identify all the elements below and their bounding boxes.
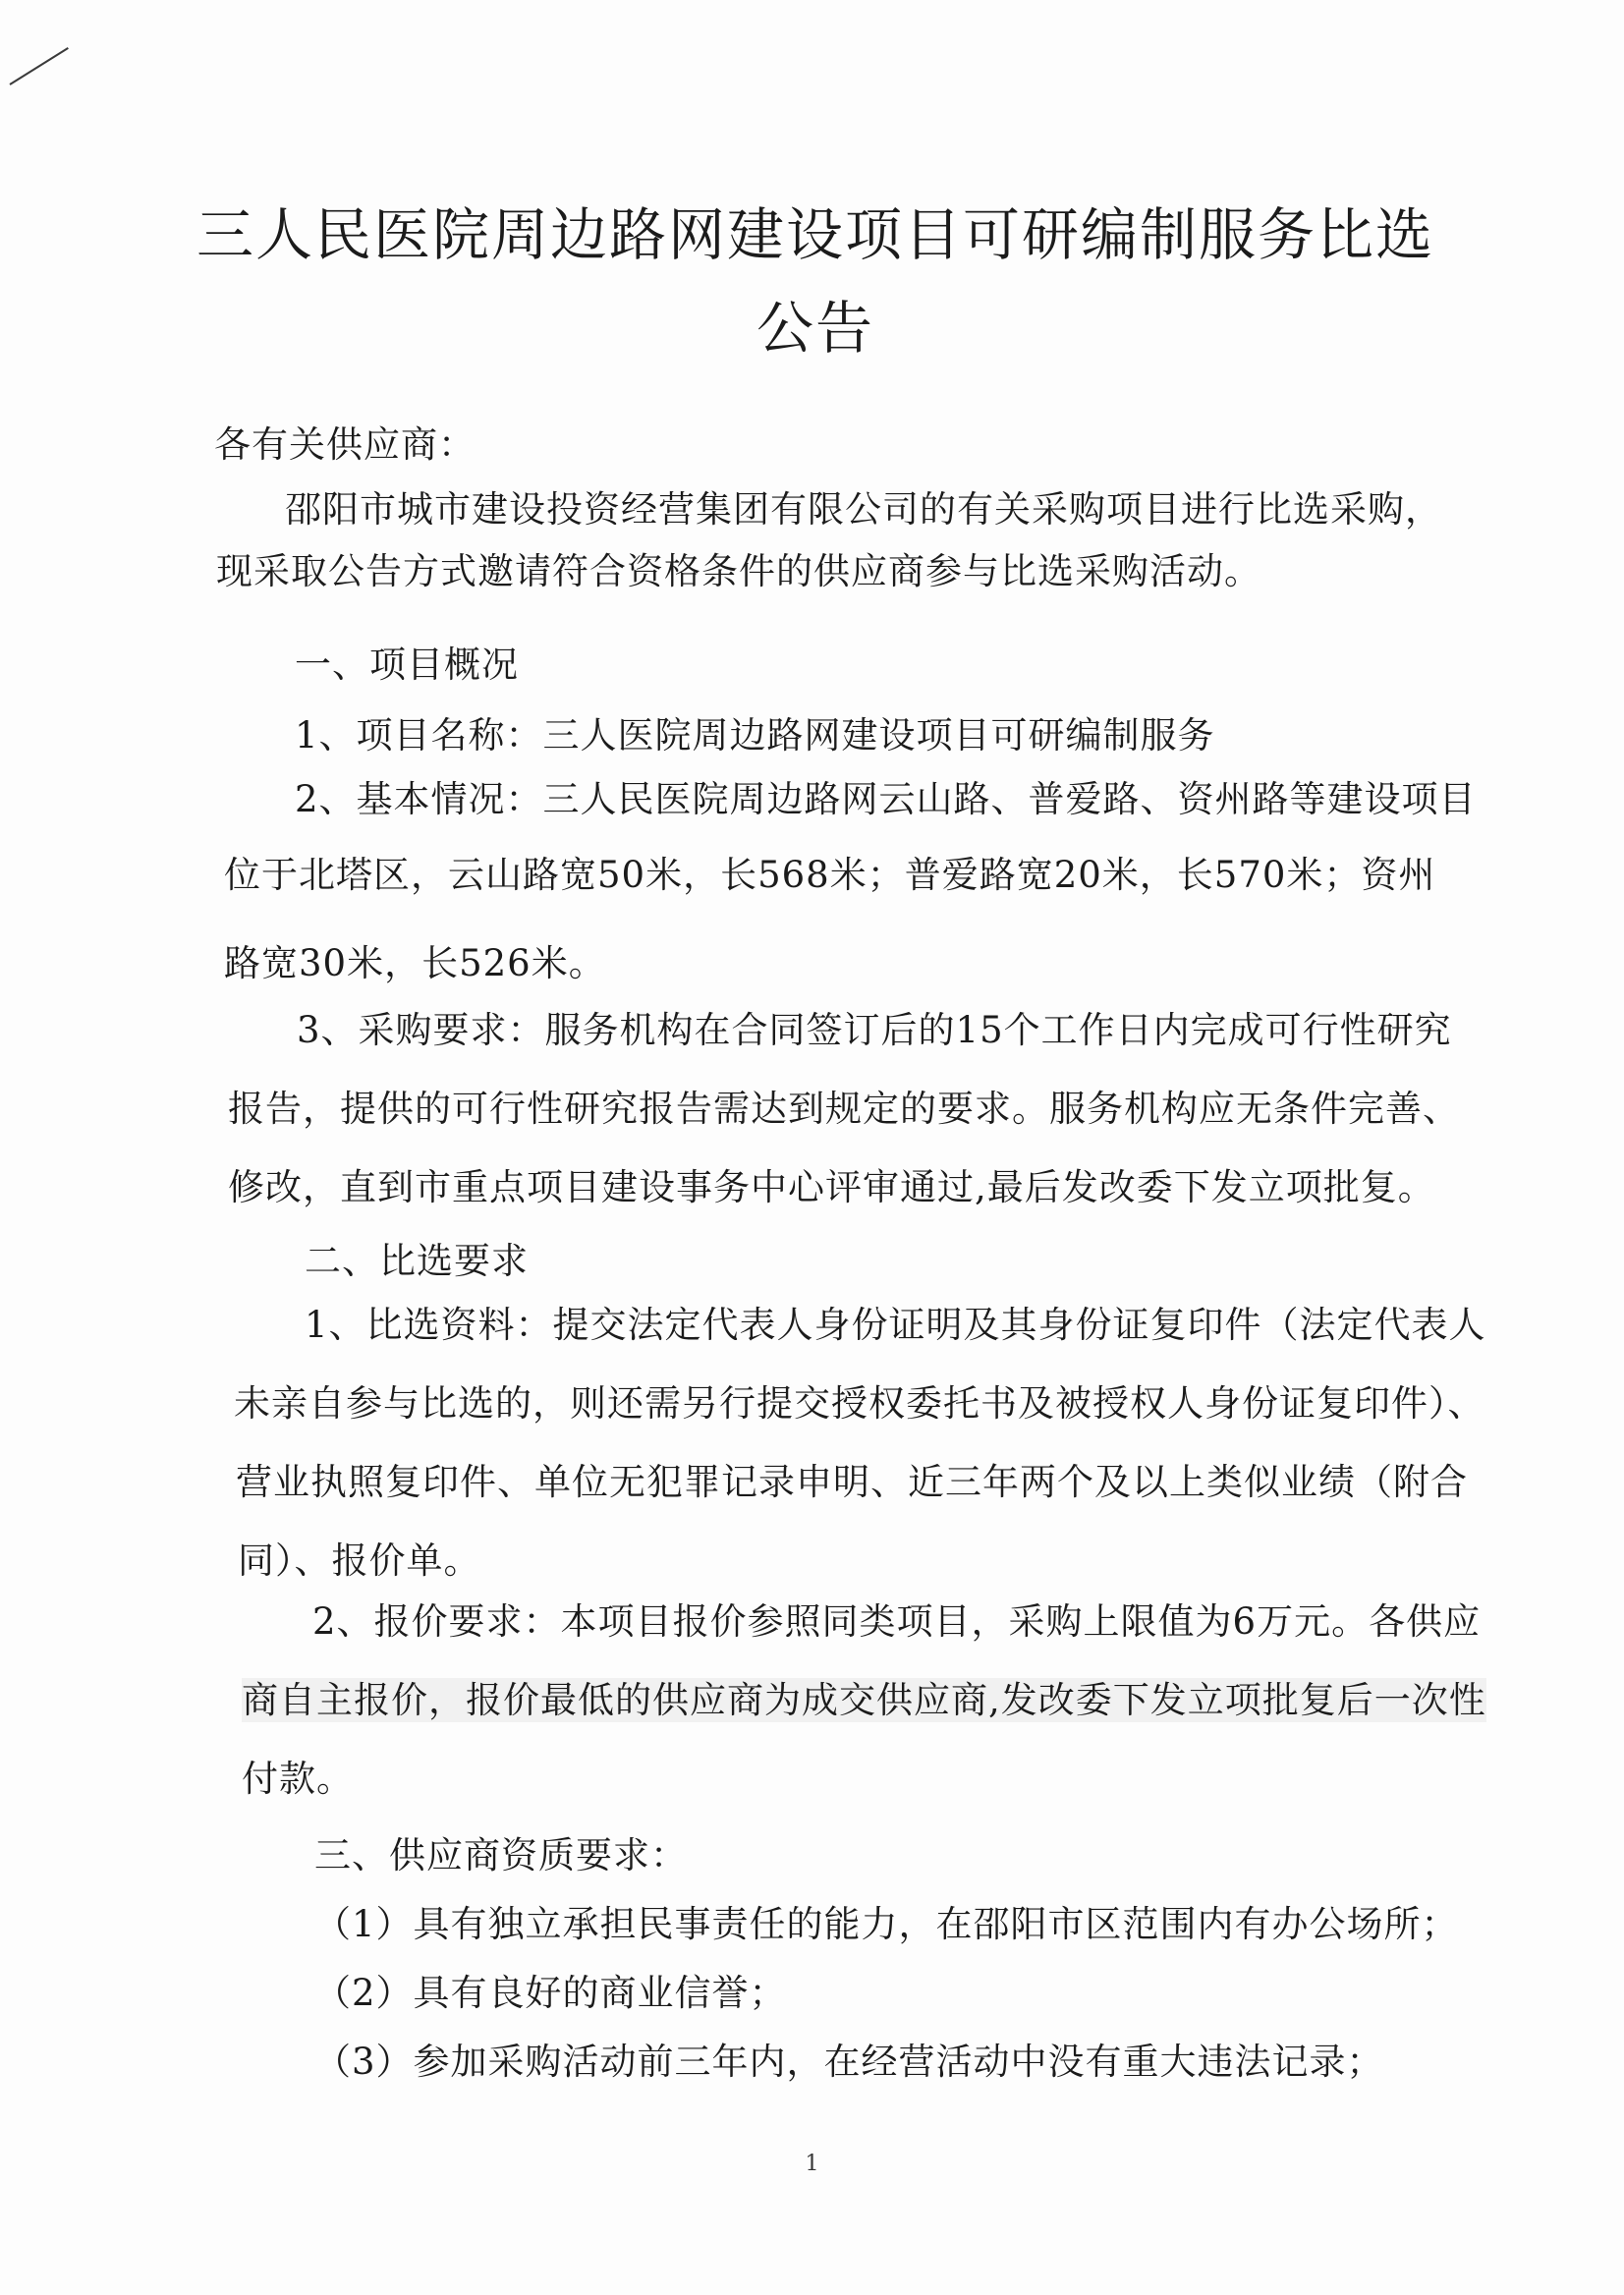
intro-line: 邵阳市城市建设投资经营集团有限公司的有关采购项目进行比选采购， xyxy=(285,488,1442,531)
basic-info-line: 位于北塔区，云山路宽50米，长568米；普爱路宽20米，长570米；资州 xyxy=(224,854,1436,896)
section-heading-supplier-qualifications: 三、供应商资质要求： xyxy=(314,1834,688,1876)
salutation: 各有关供应商： xyxy=(214,423,476,466)
qualification-item: （2）具有良好的商业信誉； xyxy=(314,1972,787,2014)
qualification-item: （3）参加采购活动前三年内，在经营活动中没有重大违法记录； xyxy=(314,2041,1384,2083)
selection-materials-line: 1、比选资料：提交法定代表人身份证明及其身份证复印件（法定代表人 xyxy=(305,1304,1486,1346)
selection-materials-line: 同）、报价单。 xyxy=(238,1539,481,1582)
section-heading-selection-requirements: 二、比选要求 xyxy=(305,1240,529,1282)
selection-materials-line: 未亲自参与比选的，则还需另行提交授权委托书及被授权人身份证复印件）、 xyxy=(234,1382,1485,1425)
intro-line: 现采取公告方式邀请符合资格条件的供应商参与比选采购活动。 xyxy=(216,550,1261,592)
selection-materials-line: 营业执照复印件、单位无犯罪记录申明、近三年两个及以上类似业绩（附合 xyxy=(236,1461,1468,1503)
quotation-requirement-line: 商自主报价，报价最低的供应商为成交供应商,发改委下发立项批复后一次性 xyxy=(242,1679,1486,1721)
quotation-requirement-line: 2、报价要求：本项目报价参照同类项目，采购上限值为6万元。各供应 xyxy=(312,1600,1482,1643)
procurement-requirement-line: 3、采购要求：服务机构在合同签订后的15个工作日内完成可行性研究 xyxy=(297,1009,1452,1051)
document-title-line-1: 三人民医院周边路网建设项目可研编制服务比选 xyxy=(196,201,1434,268)
project-name-line: 1、项目名称：三人医院周边路网建设项目可研编制服务 xyxy=(295,714,1215,756)
document-title-line-2: 公告 xyxy=(756,295,874,362)
basic-info-line: 路宽30米，长526米。 xyxy=(224,942,606,984)
page-number: 1 xyxy=(805,2152,819,2176)
scan-pen-mark xyxy=(9,47,68,85)
procurement-requirement-line: 报告，提供的可行性研究报告需达到规定的要求。服务机构应无条件完善、 xyxy=(228,1088,1460,1130)
quotation-requirement-line: 付款。 xyxy=(242,1758,354,1800)
basic-info-line: 2、基本情况：三人民医院周边路网云山路、普爱路、资州路等建设项目 xyxy=(295,778,1477,820)
procurement-requirement-line: 修改，直到市重点项目建设事务中心评审通过,最后发改委下发立项批复。 xyxy=(228,1166,1435,1208)
section-heading-overview: 一、项目概况 xyxy=(295,644,519,686)
qualification-item: （1）具有独立承担民事责任的能力，在邵阳市区范围内有办公场所； xyxy=(314,1903,1459,1945)
